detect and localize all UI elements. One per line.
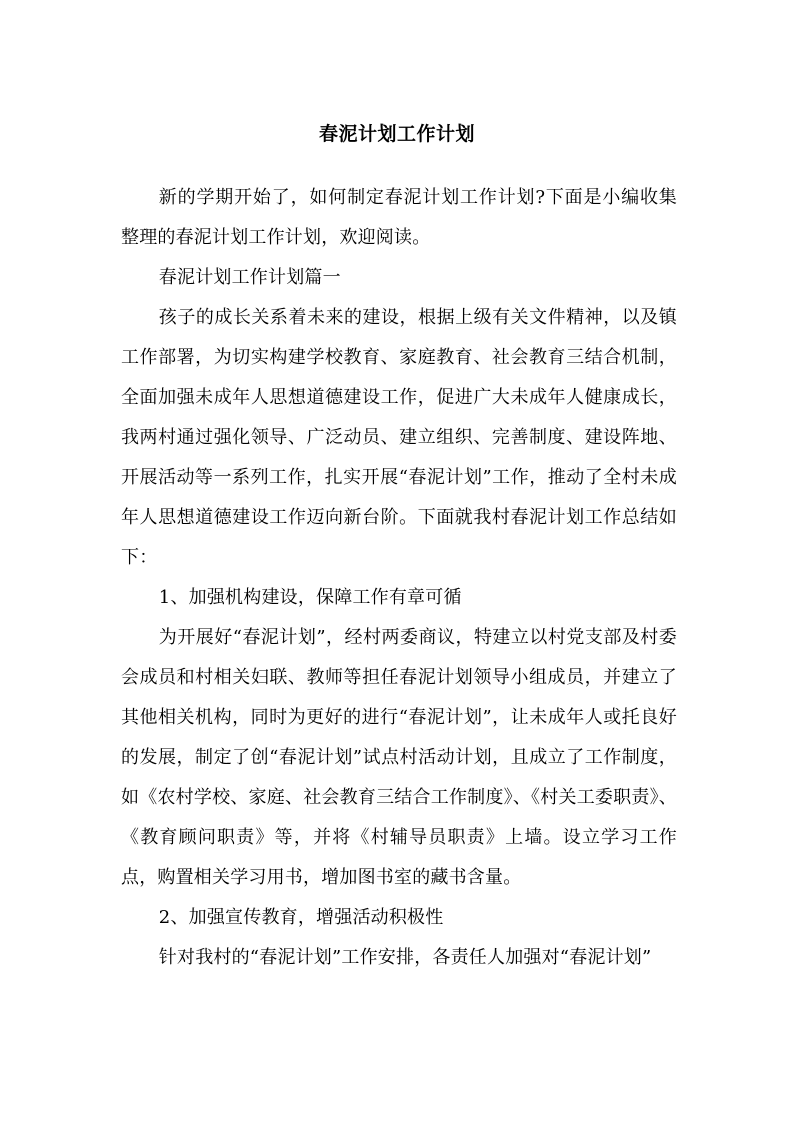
section-heading-part-one: 春泥计划工作计划篇一 bbox=[158, 267, 341, 288]
document-title: 春泥计划工作计划 bbox=[318, 123, 475, 145]
paragraph-overview: 孩子的成长关系着未来的建设，根据上级有关文件精神，以及镇工作部署，为切实构建学校教育、家庭教育、社会教育三结合机制，全面加强未成年人思想道德建设工作，促进广大未成年人健康成长，我两村通过强化领导、广泛动员、建立组织、完善制度、建设阵地、开展活动等一系列工作，扎实开展“春泥计划”工作，推动了全村未成年人思想道德建设工作迈向新台阶。下面就我村春泥计划工作总结如下： bbox=[121, 307, 677, 568]
paragraph-publicity: 针对我村的“春泥计划”工作安排，各责任人加强对“春泥计划” bbox=[158, 947, 652, 968]
paragraph-intro: 新的学期开始了，如何制定春泥计划工作计划?下面是小编收集整理的春泥计划工作计划，欢迎阅读。 bbox=[121, 187, 677, 248]
paragraph-organization: 为开展好“春泥计划”，经村两委商议，特建立以村党支部及村委会成员和村相关妇联、教师等担任春泥计划领导小组成员，并建立了其他相关机构，同时为更好的进行“春泥计划”，让未成年人或托良好的发展，制定了创“春泥计划”试点村活动计划，且成立了工作制度，如《农村学校、家庭、社会教育三结合工作制度》、《村关工委职责》、《教育顾问职责》等，并将《村辅导员职责》上墙。设立学习工作点，购置相关学习用书，增加图书室的藏书含量。 bbox=[121, 627, 677, 888]
section-heading-1: 1、加强机构建设，保障工作有章可循 bbox=[158, 587, 462, 608]
document-body bbox=[121, 178, 677, 978]
section-heading-2: 2、加强宣传教育，增强活动积极性 bbox=[158, 907, 444, 928]
